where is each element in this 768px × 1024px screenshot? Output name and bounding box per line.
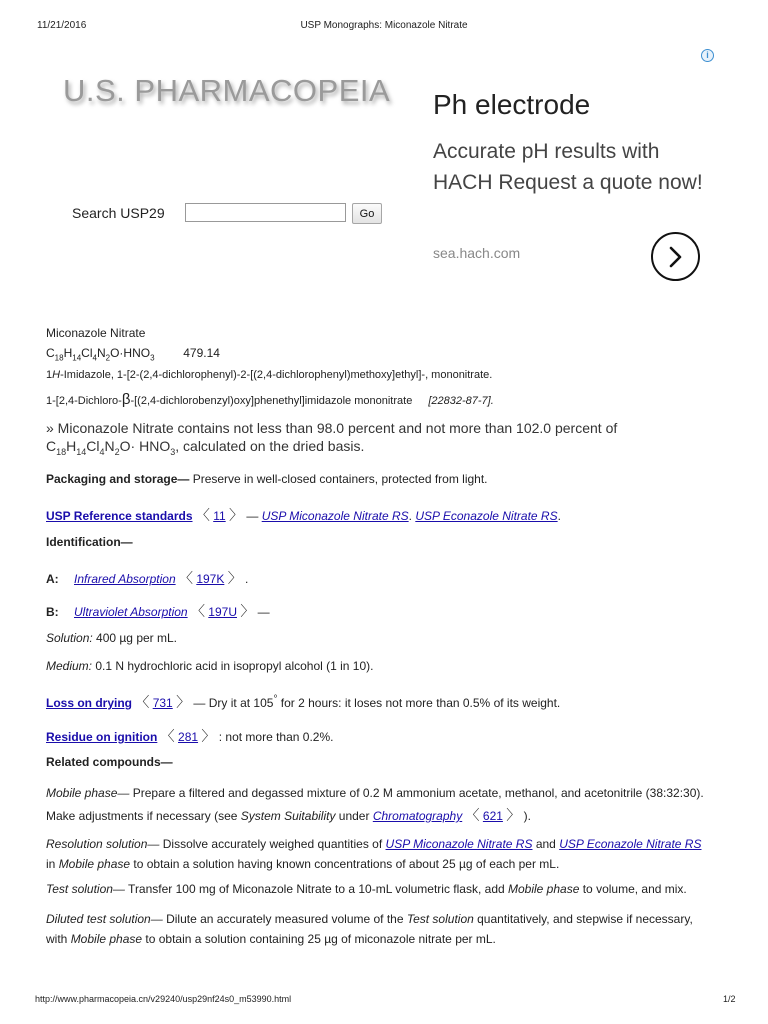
chapter-197u-link[interactable]: 197U [208, 605, 237, 619]
formula-weight: 479.14 [183, 346, 220, 360]
diluted-test-solution: Diluted test solution— Dilute an accurately measured volume of the Test solution quantitatively, and stepwise if necessary, with Mobile phase to obtain a solution containing 25 µg of miconazole nitrate per mL. [46, 912, 693, 946]
mobile-phase: Mobile phase— Prepare a filtered and degassed mixture of 0.2 M ammonium acetate, methanol, and acetonitrile (38:32:30). Make adjustments if necessary (see System Suitability under Chromatography 〈 621 〉 ). [46, 786, 704, 823]
site-logo[interactable]: U.S. PHARMACOPEIA [63, 73, 391, 108]
definition-text: » Miconazole Nitrate contains not less than 98.0 percent and not more than 102.0 percent of $C_{18}H_{14}Cl_4N_2O\cdot HNO_3$, calculated on the dried basis. [46, 420, 618, 457]
packaging-storage: Packaging and storage— Preserve in well-closed containers, protected from light. [46, 472, 488, 486]
medium-text: Medium: 0.1 N hydrochloric acid in isopropyl alcohol (1 in 10). [46, 659, 374, 673]
ref-standards-link[interactable]: USP Reference standards [46, 509, 193, 523]
monograph-name: Miconazole Nitrate [46, 326, 146, 340]
print-title: USP Monographs: Miconazole Nitrate [300, 20, 468, 31]
molecular-formula: $C_{18}H_{14}Cl_4N_2O\cdot HNO_3$ 479.14 [46, 346, 220, 363]
chapter-197k-link[interactable]: 197K [196, 572, 225, 586]
ad-title[interactable]: Ph electrode [433, 89, 591, 120]
chapter-731-link[interactable]: 731 [152, 696, 173, 710]
infrared-absorption-link[interactable]: Infrared Absorption [74, 572, 176, 586]
chemical-name-1: 1H-Imidazole, 1-[2-(2,4-dichlorophenyl)-2-[(2,4-dichlorophenyl)methoxy]ethyl]-, mononitrate. [46, 369, 493, 381]
related-compounds-heading: Related compounds— [46, 755, 173, 769]
chapter-11-link[interactable]: 11 [213, 509, 226, 523]
miconazole-rs-link[interactable]: USP Miconazole Nitrate RS [261, 509, 409, 523]
print-footer-url: http://www.pharmacopeia.cn/v29240/usp29nf24s0_m53990.html [35, 994, 292, 1004]
loss-on-drying: Loss on drying 〈 731 〉 — Dry it at 105° for 2 hours: it loses not more than 0.5% of its weight. [46, 694, 561, 710]
solution-text: Solution: 400 µg per mL. [46, 631, 177, 645]
go-button[interactable]: Go [352, 203, 382, 224]
resolution-solution: Resolution solution— Dissolve accurately weighed quantities of USP Miconazole Nitrate RS and USP Econazole Nitrate RS in Mobile phase to obtain a solution having known concentrations of about 25 µg of each per mL. [46, 837, 702, 871]
search-label: Search USP29 [72, 205, 165, 221]
ad-info-icon[interactable]: i [701, 49, 714, 62]
test-solution: Test solution— Transfer 100 mg of Miconazole Nitrate to a 10-mL volumetric flask, add Mobile phase to volume, and mix. [46, 882, 687, 896]
search-input[interactable] [185, 203, 346, 222]
identification-b: B: Ultraviolet Absorption 〈 197U 〉 — [46, 603, 270, 619]
print-date: 11/21/2016 [37, 20, 87, 31]
ultraviolet-absorption-link[interactable]: Ultraviolet Absorption [74, 605, 188, 619]
identification-heading: Identification— [46, 535, 133, 549]
loss-on-drying-link[interactable]: Loss on drying [46, 696, 133, 710]
print-footer-page: 1/2 [723, 994, 736, 1004]
econazole-rs-link[interactable]: USP Econazole Nitrate RS [415, 509, 558, 523]
chevron-right-icon [666, 245, 686, 269]
resolution-econazole-rs-link[interactable]: USP Econazole Nitrate RS [559, 837, 702, 851]
reference-standards: USP Reference standards 〈 11 〉 — USP Miconazole Nitrate RS. USP Econazole Nitrate RS. [46, 507, 561, 523]
ad-text[interactable]: Accurate pH results with HACH Request a quote now! [433, 140, 703, 194]
residue-on-ignition-link[interactable]: Residue on ignition [46, 730, 158, 744]
ad-arrow-button[interactable] [651, 232, 700, 281]
resolution-miconazole-rs-link[interactable]: USP Miconazole Nitrate RS [385, 837, 533, 851]
chemical-name-2: 1-[2,4-Dichloro-β-[(2,4-dichlorobenzyl)oxy]phenethyl]imidazole mononitrate [22832-87-7]. [46, 391, 494, 408]
cas-number: [22832-87-7]. [428, 395, 494, 407]
ad-url[interactable]: sea.hach.com [433, 245, 521, 261]
chapter-281-link[interactable]: 281 [178, 730, 199, 744]
residue-on-ignition: Residue on ignition 〈 281 〉 : not more than 0.2%. [46, 728, 334, 744]
identification-a: A: Infrared Absorption 〈 197K 〉 . [46, 570, 249, 586]
chromatography-link[interactable]: Chromatography [372, 809, 463, 823]
chapter-621-link[interactable]: 621 [482, 809, 503, 823]
